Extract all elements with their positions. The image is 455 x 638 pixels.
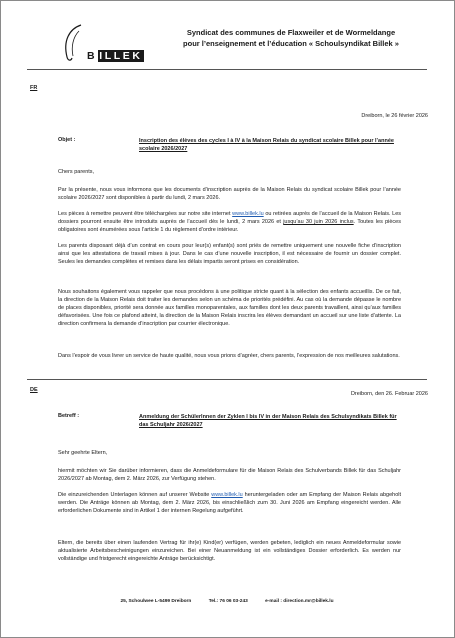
header-title-line2: pour l’enseignement et l’éducation « Schoulsyndikat Billek »	[183, 38, 399, 48]
billek-logo	[59, 23, 143, 63]
betreff-text: Anmeldung der SchülerInnen der Zyklen I bis IV in der Maison Relais des Schulsyndikats Billek für das Schuljahr 2026/2027	[139, 414, 397, 428]
paragraph-fr-3: Les parents disposant déjà d’un contrat en cours pour leur(s) enfant(s) sont priés de remettre uniquement une nouvelle fiche d’inscription ainsi que les attestations de travail mises à jour. Dans le cas d’une nouvelle inscription, il est nécessaire de fournir un dossier complet. Seules les demandes complètes et remises dans les délais impartis seront prises en considération.	[58, 243, 401, 265]
header-title-line1: Syndicat des communes de Flaxweiler et de Wormeldange	[186, 28, 396, 37]
paragraph-de-2: Die einzureichenden Unterlagen können auf unserer Website www.billek.lu heruntergeladen oder am Empfang der Maison Relais abgeholt werden. Die Anträge können ab Montag, dem 2. März 2026, bis einschließlich zum 30. Juni 2026 am Empfang eingereicht werden. Alle erforderlichen Dokumente sind in Artikel 1 der internen Regelung aufgeführt.	[58, 492, 402, 514]
footer-phone: Tel.: 76 06 03-243	[208, 599, 248, 604]
section-lang-fr: FR	[30, 85, 38, 91]
logo-wordmark: B ILLEK	[87, 50, 143, 62]
objet-text: Inscription des élèves des cycles I à IV à la Maison Relais du syndicat scolaire Billek pour l’année scolaire 2026/2027	[139, 138, 394, 152]
section-divider	[27, 379, 427, 380]
greeting-fr: Chers parents,	[58, 169, 95, 175]
section-lang-de: DE	[30, 387, 38, 393]
header-title	[141, 28, 441, 49]
header-divider	[27, 69, 427, 70]
website-link-de[interactable]: www.billek.lu	[211, 492, 243, 498]
website-link-fr[interactable]: www.billek.lu	[232, 211, 264, 217]
paragraph-fr-5: Dans l’espoir de vous livrer un service de haute qualité, nous vous prions d’agréer, chers parents, l’expression de nos meilleures salutations.	[58, 353, 400, 359]
logo-swash-icon	[59, 23, 89, 63]
paragraph-fr-2: Les pièces à remettre peuvent être téléchargées sur notre site internet www.billek.lu ou retirées auprès de l’accueil de la Maison Relais. Les dossiers pourront ensuite être introduits auprès de l’accueil dès le lundi, 2 mars 2026 et jusqu’au 30 juin 2026 inclus. Toutes les pièces obligatoires sont énumérées sous l’article 1 du règlement d’ordre intérieur.	[58, 211, 402, 233]
objet-label: Objet :	[58, 137, 76, 143]
paragraph-fr-4: Nous souhaitons également vous rappeler que nous procédons à une politique stricte quant à la sélection des enfants accueillis. De ce fait, la direction de la Maison Relais doit traiter les demandes selon un schéma de priorités prédéfini. Au cas où la demande dépasse le nombre de places disponibles, priorité sera donnée aux familles monoparentales, aux familles dont les deux parents travaillent, ainsi qu’aux familles défavorisées. Une fois ce plafond atteint, la direction de la Maison Relais inscrira les élèves demandant un accueil sur une liste d’attente. La direction confirmera la demande d’inscription par courrier électronique.	[58, 289, 401, 327]
date-de: Dreiborn, den 26. Februar 2026	[350, 391, 428, 397]
footer-email[interactable]: e-mail : direction.mr@billek.lu	[265, 599, 334, 604]
footer-address: 25, Schoulwee L-5499 Dreiborn	[120, 599, 192, 604]
paragraph-de-1: hiermit möchten wir Sie darüber informieren, dass die Anmeldeformulare für die Maison Relais des Schulverbands Billek für das Schuljahr 2026/2027 ab Montag, dem 2. März 2026, zur Verfügung stehen.	[58, 468, 401, 482]
paragraph-de-3: Eltern, die bereits über einen laufenden Vertrag für ihr(e) Kind(er) verfügen, werden gebeten, lediglich ein neues Anmeldeformular sowie aktualisierte Arbeitsbescheinigungen einzureichen. Bei einer Neuanmeldung ist ein vollständiges Dossier erforderlich. Es werden nur vollständige und fristgerecht eingereichte Anträge berücksichtigt.	[58, 540, 401, 562]
date-fr: Dreiborn, le 26 février 2026	[361, 113, 428, 119]
paragraph-fr-1: Par la présente, nous vous informons que les documents d’inscription auprès de la Maison Relais du syndicat scolaire Billek pour l’année scolaire 2026/2027 sont disponibles à partir du lundi, 2 mars 2026.	[58, 187, 401, 201]
betreff-label: Betreff :	[58, 413, 80, 419]
footer	[27, 599, 427, 604]
greeting-de: Sehr geehrte Eltern,	[58, 450, 108, 456]
